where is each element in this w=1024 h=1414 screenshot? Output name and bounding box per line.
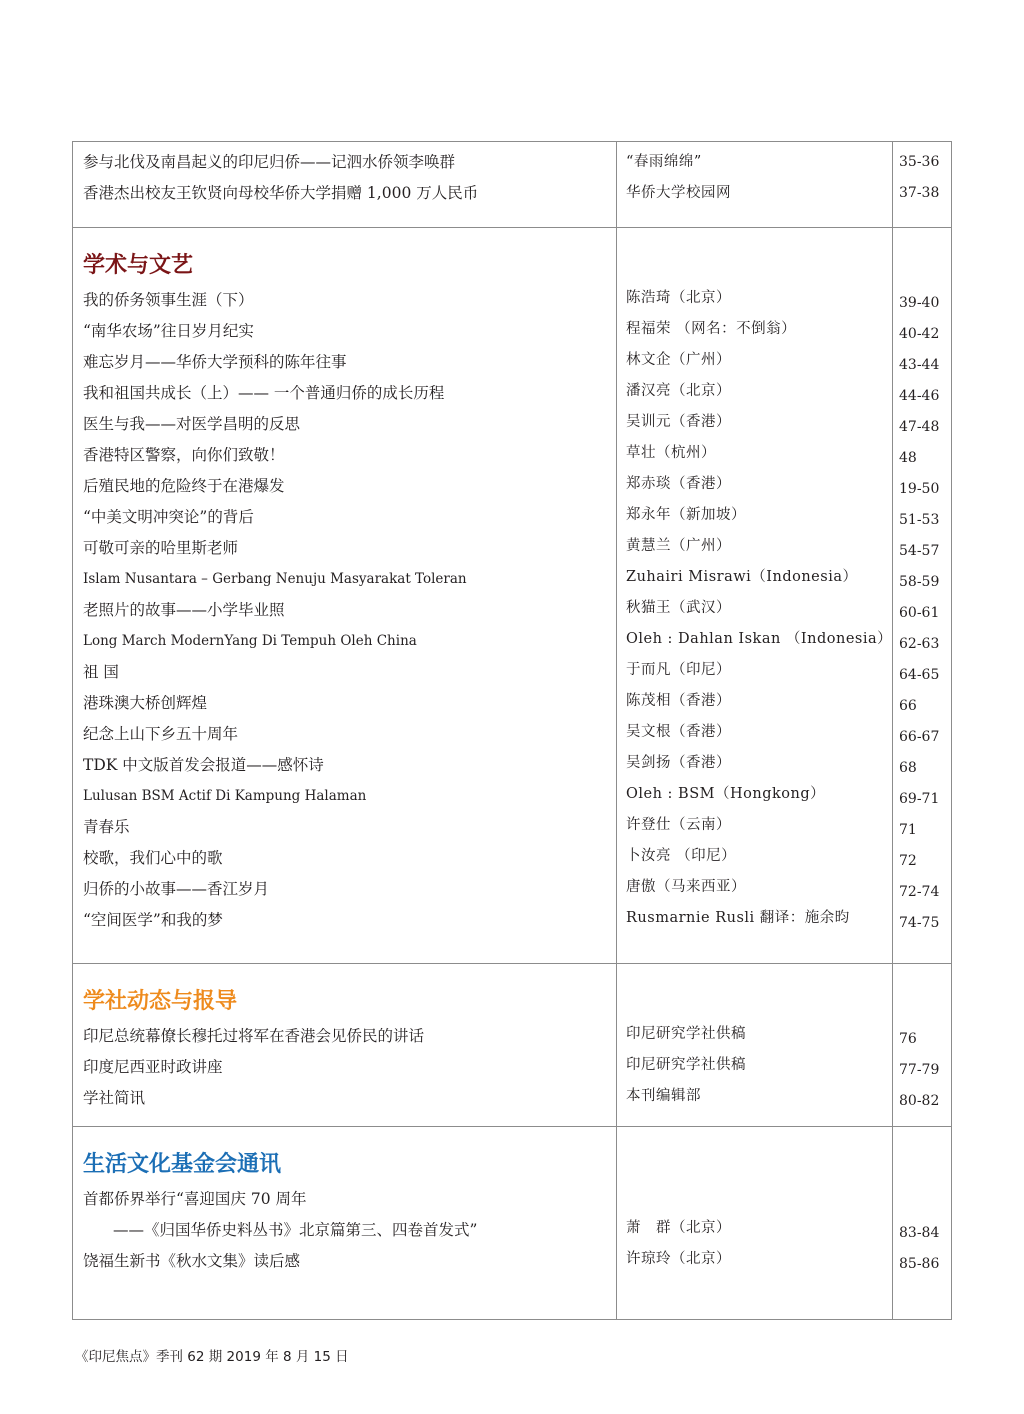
toc-entry-pages: 35-36 — [899, 154, 940, 170]
toc-entry-pages: 60-61 — [899, 605, 940, 621]
toc-author-column — [617, 142, 893, 228]
toc-entry-pages: 43-44 — [899, 357, 940, 373]
toc-entry-pages: 69-71 — [899, 791, 940, 807]
toc-entry-title: 校歌，我们心中的歌 — [83, 849, 223, 867]
toc-entry-pages — [893, 1187, 951, 1218]
toc-entry-pages: 39-40 — [899, 295, 940, 311]
heading-spacer — [893, 250, 951, 288]
toc-entry-author: Zuhairi Misrawi（Indonesia） — [626, 569, 858, 585]
toc-entry-author: 陈浩琦（北京） — [626, 290, 731, 306]
toc-pages-column — [893, 142, 952, 228]
toc-entry-author: 秋猫王（武汉） — [626, 600, 731, 616]
toc-entry-author: 印尼研究学社供稿 — [626, 1026, 746, 1042]
toc-title-column — [73, 228, 617, 964]
toc-title-column — [73, 142, 617, 228]
toc-entry-title: Islam Nusantara – Gerbang Nenuju Masyarakat Toleran — [83, 571, 467, 587]
toc-pages-column — [893, 964, 952, 1127]
toc-entry-pages: 76 — [899, 1031, 917, 1047]
toc-entry-pages: 40-42 — [899, 326, 940, 342]
heading-spacer — [617, 981, 892, 1019]
toc-entry-author: 吴文根（香港） — [626, 724, 731, 740]
toc-entry-title: 祖 国 — [83, 663, 119, 681]
toc-entry-title: 后殖民地的危险终于在港爆发 — [83, 477, 285, 495]
toc-entry-author: 卜汝亮 （印尼） — [626, 848, 737, 864]
toc-entry-pages: 51-53 — [899, 512, 940, 528]
heading-spacer — [617, 245, 892, 283]
toc-entry-title: 印度尼西亚时政讲座 — [83, 1058, 223, 1076]
heading-spacer — [617, 1144, 892, 1182]
toc-entry-author: 陈茂相（香港） — [626, 693, 731, 709]
toc-entry-title: Long March ModernYang Di Tempuh Oleh China — [83, 633, 417, 649]
toc-entry-title: ——《归国华侨史料丛书》北京篇第三、四卷首发式” — [113, 1221, 478, 1239]
toc-entry-pages: 66-67 — [899, 729, 940, 745]
toc-entry-author: 林文企（广州） — [626, 352, 731, 368]
toc-entry-title: 我的侨务领事生涯（下） — [83, 291, 254, 309]
toc-entry-pages: 72 — [899, 853, 917, 869]
toc-entry-title: 归侨的小故事——香江岁月 — [83, 880, 270, 898]
toc-entry-pages: 66 — [899, 698, 917, 714]
page-footer: 《印尼焦点》季刊 62 期 2019 年 8 月 15 日 — [75, 1349, 349, 1365]
toc-entry-author: 许登仕（云南） — [626, 817, 731, 833]
toc-entry-title: Lulusan BSM Actif Di Kampung Halaman — [83, 788, 367, 804]
toc-entry-author: 黄慧兰（广州） — [626, 538, 731, 554]
toc-title-column — [73, 964, 617, 1127]
toc-entry-pages: 80-82 — [899, 1093, 940, 1109]
toc-entry-title: 纪念上山下乡五十周年 — [83, 725, 239, 743]
toc-entry-title: 香港杰出校友王钦贤向母校华侨大学捐赠 1,000 万人民币 — [83, 184, 479, 202]
heading-spacer — [893, 1149, 951, 1187]
toc-entry-pages: 83-84 — [899, 1225, 940, 1241]
toc-entry-author: 潘汉亮（北京） — [626, 383, 731, 399]
toc-entry-author: Rusmarnie Rusli 翻译：施余昀 — [626, 910, 850, 926]
toc-entry-author: 于而凡（印尼） — [626, 662, 731, 678]
toc-entry-pages: 47-48 — [899, 419, 940, 435]
toc-title-column — [73, 1127, 617, 1320]
toc-entry-title: 饶福生新书《秋水文集》读后感 — [83, 1252, 301, 1270]
table-of-contents — [72, 141, 952, 1320]
toc-entry-title: 我和祖国共成长（上）—— 一个普通归侨的成长历程 — [83, 384, 445, 402]
toc-entry-author: 萧 群（北京） — [626, 1220, 731, 1236]
toc-entry-author: 吴训元（香港） — [626, 414, 731, 430]
toc-entry-author: 印尼研究学社供稿 — [626, 1057, 746, 1073]
toc-entry-pages: 54-57 — [899, 543, 940, 559]
toc-author-column — [617, 228, 893, 964]
toc-entry-pages: 44-46 — [899, 388, 940, 404]
toc-entry-pages: 74-75 — [899, 915, 940, 931]
section-heading: 学社动态与报导 — [83, 989, 238, 1014]
toc-entry-author: 华侨大学校园网 — [626, 185, 731, 201]
section-heading: 学术与文艺 — [83, 253, 194, 278]
toc-pages-column — [893, 228, 952, 964]
toc-entry-pages: 58-59 — [899, 574, 940, 590]
toc-author-column — [617, 1127, 893, 1320]
toc-entry-title: TDK 中文版首发会报道——感怀诗 — [83, 756, 324, 774]
toc-entry-author: 郑赤琰（香港） — [626, 476, 731, 492]
toc-pages-column — [893, 1127, 952, 1320]
toc-entry-title: 首都侨界举行“喜迎国庆 70 周年 — [83, 1190, 307, 1208]
toc-entry-author: 草壮（杭州） — [626, 445, 716, 461]
toc-entry-title: “空间医学”和我的梦 — [83, 911, 223, 929]
toc-entry-title: 学社简讯 — [83, 1089, 146, 1107]
toc-entry-author: 许琼玲（北京） — [626, 1251, 731, 1267]
toc-author-column — [617, 964, 893, 1127]
toc-entry-title: 老照片的故事——小学毕业照 — [83, 601, 285, 619]
toc-entry-pages: 77-79 — [899, 1062, 940, 1078]
toc-entry-pages: 71 — [899, 822, 917, 838]
toc-entry-pages: 37-38 — [899, 185, 940, 201]
toc-section — [73, 228, 952, 964]
toc-entry-title: 港珠澳大桥创辉煌 — [83, 694, 208, 712]
toc-entry-title: 医生与我——对医学昌明的反思 — [83, 415, 301, 433]
toc-entry-title: “中美文明冲突论”的背后 — [83, 508, 254, 526]
toc-entry-pages: 72-74 — [899, 884, 940, 900]
toc-section — [73, 142, 952, 228]
toc-section — [73, 964, 952, 1127]
toc-section — [73, 1127, 952, 1320]
toc-entry-author — [617, 1182, 892, 1213]
toc-entry-pages: 62-63 — [899, 636, 940, 652]
toc-entry-title: 青春乐 — [83, 818, 130, 836]
toc-entry-title: 可敬可亲的哈里斯老师 — [83, 539, 239, 557]
toc-entry-title: 印尼总统幕僚长穆托过将军在香港会见侨民的讲话 — [83, 1027, 425, 1045]
toc-entry-author: “春雨绵绵” — [626, 154, 702, 170]
toc-entry-title: 参与北伐及南昌起义的印尼归侨——记泗水侨领李唤群 — [83, 153, 456, 171]
toc-entry-author: Oleh : Dahlan Iskan （Indonesia） — [626, 631, 892, 647]
toc-entry-pages: 85-86 — [899, 1256, 940, 1272]
toc-entry-author: 吴剑扬（香港） — [626, 755, 731, 771]
toc-entry-pages: 19-50 — [899, 481, 940, 497]
toc-entry-pages: 48 — [899, 450, 917, 466]
heading-spacer — [893, 986, 951, 1024]
toc-entry-author: Oleh : BSM（Hongkong） — [626, 786, 826, 802]
toc-entry-author: 本刊编辑部 — [626, 1088, 701, 1104]
toc-entry-author: 唐傲（马来西亚） — [626, 879, 746, 895]
toc-entry-author: 程福荣 （网名：不倒翁） — [626, 321, 797, 337]
toc-entry-pages: 64-65 — [899, 667, 940, 683]
toc-entry-title: “南华农场”往日岁月纪实 — [83, 322, 254, 340]
toc-entry-title: 香港特区警察，向你们致敬！ — [83, 446, 285, 464]
toc-entry-title: 难忘岁月——华侨大学预科的陈年往事 — [83, 353, 347, 371]
section-heading: 生活文化基金会通讯 — [83, 1152, 282, 1177]
toc-entry-author: 郑永年（新加坡） — [626, 507, 746, 523]
toc-entry-pages: 68 — [899, 760, 917, 776]
